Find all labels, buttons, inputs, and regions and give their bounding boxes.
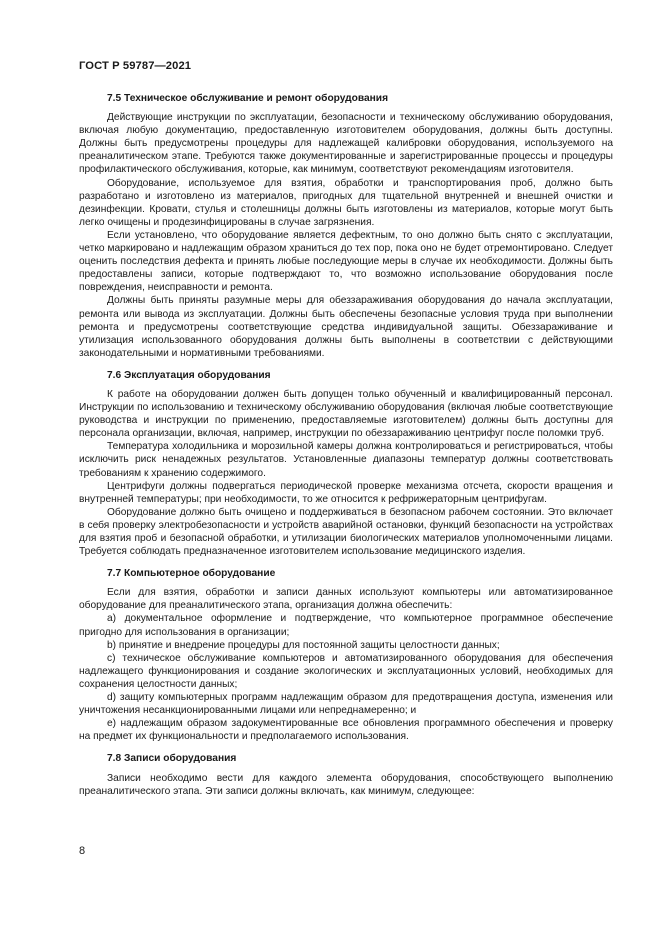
list-item: a) документальное оформление и подтверждение, что компьютерное программное обеспечение пригодно для использования в организации; bbox=[79, 613, 613, 638]
paragraph: Должны быть приняты разумные меры для обеззараживания оборудования до начала эксплуатации, ремонта или вывода из эксплуатации. Должны быть обеспечены безопасные условия труда при выполнении ремонта и предусмотрены соответствующие средства индивидуальной защиты. Обеззараживание и утилизация использованного оборудования должны быть выполнены в соответствии с действующими законодательными и нормативными требованиями. bbox=[79, 295, 613, 359]
list-item: e) надлежащим образом задокументированные все обновления программного обеспечения и проверку на предмет их функциональности и предполагаемого использования. bbox=[79, 718, 613, 743]
section-7-6 bbox=[79, 369, 613, 558]
paragraph: Если для взятия, обработки и записи данных используют компьютеры или автоматизированное оборудование для преаналитического этапа, организация должна обеспечить: bbox=[79, 587, 613, 612]
paragraph: Действующие инструкции по эксплуатации, безопасности и техническому обслуживанию оборудования, включая любую документацию, предоставленную изготовителем оборудования, должны быть доступны. Должны быть предусмотрены процедуры для надлежащей калибровки оборудования, используемого на преаналитическом этапе. Требуются также документированные и зарегистрированные процессы и процедуры профилактического обслуживания, которые, как минимум, соответствуют рекомендациям изготовителя. bbox=[79, 112, 613, 176]
document-header: ГОСТ Р 59787—2021 bbox=[79, 60, 192, 72]
paragraph: Если установлено, что оборудование является дефектным, то оно должно быть снято с эксплуатации, четко маркировано и надлежащим образом храниться до тех пор, пока оно не будет отремонтировано. Следует оценить последствия дефекта и принять любые последующие меры в случае их необходимости. Должны быть предоставлены записи, которые подтверждают то, что возможно использование оборудования после повреждения, неисправности и ремонта. bbox=[79, 229, 613, 294]
section-7-5 bbox=[79, 92, 613, 360]
paragraph: Оборудование должно быть очищено и поддерживаться в безопасном рабочем состоянии. Это включает в себя проверку электробезопасности и устройств аварийной остановки, функций безопасности на устройствах для взятия проб и безопасной обработки, и утилизации биологических материалов уполномоченными лицами. Требуется соблюдать предназначенное изготовителем использование медицинского изделия. bbox=[79, 506, 613, 558]
list-item: c) техническое обслуживание компьютеров и автоматизированного оборудования для обеспечения надлежащего функционирования и создание экологических и эксплуатационных условий, необходимых для сохранения целостности данных; bbox=[79, 652, 613, 690]
section-title: 7.6 Эксплуатация оборудования bbox=[107, 369, 271, 381]
list-item: b) принятие и внедрение процедуры для постоянной защиты целостности данных; bbox=[107, 639, 500, 651]
section-7-8 bbox=[79, 752, 613, 797]
document-body bbox=[79, 92, 613, 798]
paragraph: Записи необходимо вести для каждого элемента оборудования, способствующего выполнению преаналитического этапа. Эти записи должны включать, как минимум, следующее: bbox=[79, 772, 613, 797]
section-7-7 bbox=[79, 567, 613, 743]
paragraph: Температура холодильника и морозильной камеры должна контролироваться и регистрироваться, чтобы исключить риск ненадежных результатов. Установленные диапазоны температур должны соответствовать требованиям к хранению содержимого. bbox=[79, 441, 613, 479]
paragraph: Оборудование, используемое для взятия, обработки и транспортирования проб, должно быть разработано и изготовлено из материалов, пригодных для тщательной внутренней и внешней очистки и дезинфекции. Кровати, стулья и столешницы должны быть изготовлены из материалов, которые могут быть легко очищены и продезинфицированы в случае загрязнения. bbox=[79, 177, 613, 228]
list-item: d) защиту компьютерных программ надлежащим образом для предотвращения доступа, изменения или уничтожения несанкционированными лицами или непреднамеренно; и bbox=[79, 692, 613, 717]
paragraph: К работе на оборудовании должен быть допущен только обученный и квалифицированный персонал. Инструкции по использованию и техническому обслуживанию оборудования (включая любые соответствующие руководства и инструкции по применению, предоставляемые изготовителем) должны быть доступны для персонала организации, включая, например, инструкции по обеззараживанию центрифуг после поломки труб. bbox=[79, 388, 613, 440]
section-title: 7.8 Записи оборудования bbox=[107, 753, 237, 765]
page-number: 8 bbox=[79, 845, 86, 857]
paragraph: Центрифуги должны подвергаться периодической проверке механизма отсчета, скорости вращения и внутренней температуры; при необходимости, то же относится к рефрижераторным центрифугам. bbox=[79, 480, 613, 505]
section-title: 7.7 Компьютерное оборудование bbox=[107, 568, 276, 580]
section-title: 7.5 Техническое обслуживание и ремонт оборудования bbox=[107, 93, 389, 104]
